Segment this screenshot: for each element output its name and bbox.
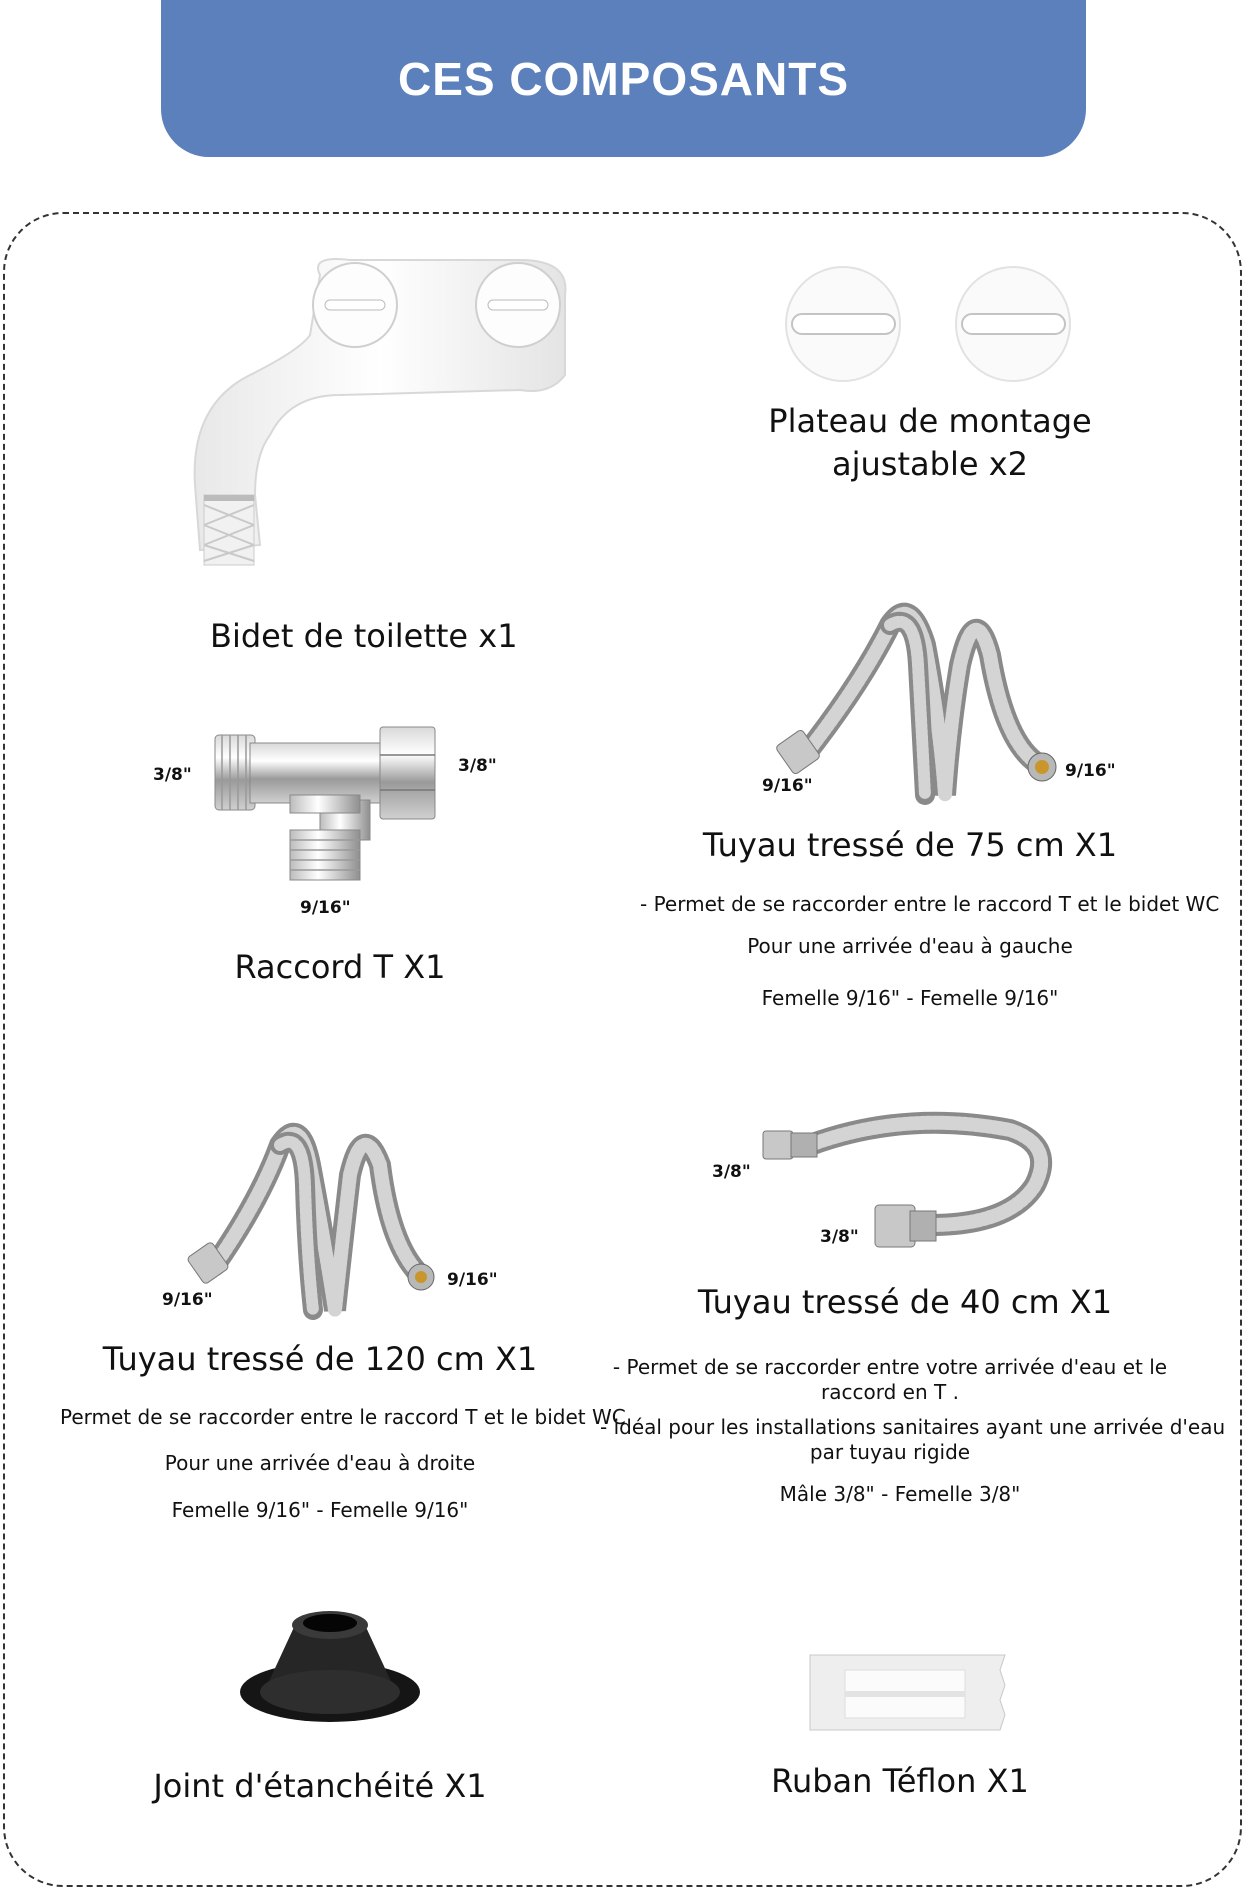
hose40-desc-2a: - idéal pour les installations sanitaires ayant une arrivée d'eau (600, 1415, 1226, 1439)
plates-title-line2: ajustable x2 (832, 445, 1028, 483)
page-title: CES COMPOSANTS (397, 52, 850, 105)
hose120-title: Tuyau tressé de 120 cm X1 (102, 1340, 538, 1378)
tee-dim-bottom: 9/16" (300, 898, 351, 918)
bidet-attachment-icon (190, 255, 570, 575)
bidet-title: Bidet de toilette x1 (210, 617, 518, 655)
hose75-desc-2: Pour une arrivée d'eau à gauche (747, 934, 1073, 958)
hose40-dim-top: 3/8" (712, 1162, 751, 1182)
hose40-title: Tuyau tressé de 40 cm X1 (697, 1283, 1113, 1321)
hose120-desc-2: Pour une arrivée d'eau à droite (164, 1451, 476, 1475)
hose-75cm-icon (780, 605, 1060, 810)
hose120-desc-1: Permet de se raccorder entre le raccord T et le bidet WC (60, 1405, 626, 1429)
hose120-dim-left: 9/16" (162, 1290, 213, 1310)
hose75-desc-3: Femelle 9/16" - Femelle 9/16" (761, 986, 1059, 1010)
hose-120cm-icon (185, 1125, 440, 1320)
tee-title: Raccord T X1 (234, 948, 446, 986)
hose40-dim-bottom: 3/8" (820, 1227, 859, 1247)
hose40-desc-3: Mâle 3/8" - Femelle 3/8" (779, 1482, 1021, 1506)
tee-dim-left: 3/8" (153, 765, 192, 785)
tee-dim-right: 3/8" (458, 756, 497, 776)
hose75-dim-right: 9/16" (1065, 761, 1116, 781)
hose-40cm-icon (755, 1105, 1055, 1250)
hose75-title: Tuyau tressé de 75 cm X1 (702, 826, 1118, 864)
tee-fitting-icon (210, 725, 440, 885)
hose75-dim-left: 9/16" (762, 776, 813, 796)
hose40-desc-1b: raccord en T . (821, 1380, 959, 1404)
hose40-desc-2b: par tuyau rigide (809, 1440, 971, 1464)
mounting-plates-icon (780, 262, 1080, 387)
seal-title: Joint d'étanchéité X1 (153, 1767, 487, 1805)
teflon-tape-icon (805, 1650, 1010, 1735)
hose40-desc-1a: - Permet de se raccorder entre votre arrivée d'eau et le (612, 1355, 1168, 1379)
teflon-title: Ruban Téflon X1 (771, 1762, 1029, 1800)
hose120-dim-right: 9/16" (447, 1270, 498, 1290)
hose120-desc-3: Femelle 9/16" - Femelle 9/16" (171, 1498, 469, 1522)
seal-ring-icon (235, 1600, 425, 1730)
header-banner (161, 0, 1086, 157)
hose75-desc-1: - Permet de se raccorder entre le raccord T et le bidet WC (640, 892, 1220, 916)
plates-title-line1: Plateau de montage (768, 402, 1092, 440)
